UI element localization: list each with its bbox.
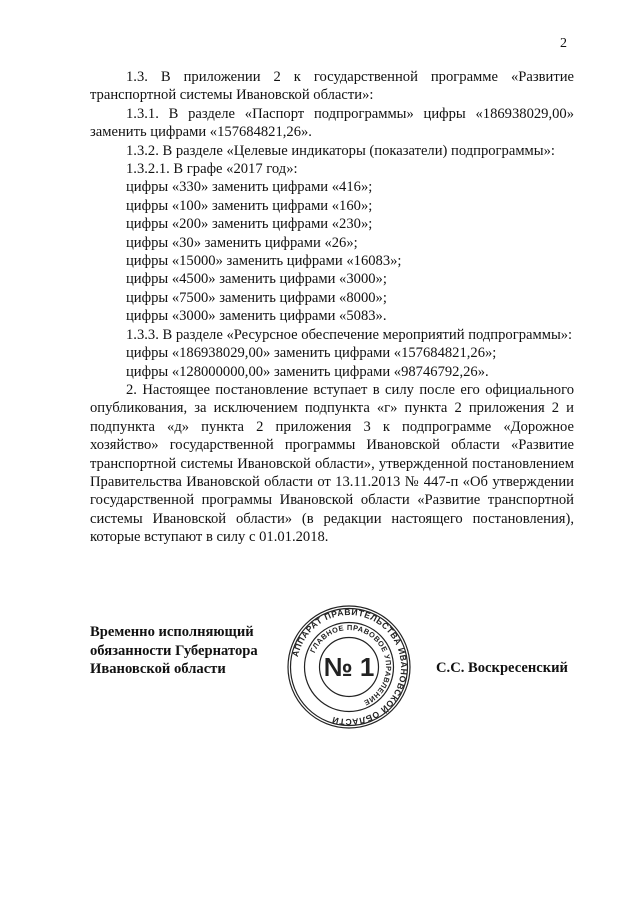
paragraph: цифры «128000000,00» заменить цифрами «98746792,26».	[126, 363, 489, 380]
seal-inner-text: ГЛАВНОЕ ПРАВОВОЕ УПРАВЛЕНИЕ	[308, 622, 394, 708]
signatory-name: С.С. Воскресенский	[436, 660, 568, 676]
official-seal-stamp	[286, 604, 412, 730]
paragraph: цифры «100» заменить цифрами «160»;	[126, 197, 373, 214]
paragraph: цифры «4500» заменить цифрами «3000»;	[126, 271, 387, 288]
seal-center-number: № 1	[323, 652, 375, 682]
paragraph: 1.3.1. В разделе «Паспорт подпрограммы» цифры «186938029,00» заменить цифрами «157684821,26».	[90, 105, 574, 141]
paragraph: цифры «30» заменить цифрами «26»;	[126, 234, 358, 251]
seal-outer-text: АППАРАТ ПРАВИТЕЛЬСТВА ИВАНОВСКОЙ ОБЛАСТИ	[290, 606, 410, 728]
signatory-line: Временно исполняющий	[90, 624, 254, 640]
page-number: 2	[560, 36, 567, 51]
paragraph: цифры «186938029,00» заменить цифрами «157684821,26»;	[126, 345, 497, 362]
document-body	[90, 68, 574, 547]
signatory-line: Ивановской области	[90, 661, 226, 677]
paragraph: цифры «200» заменить цифрами «230»;	[126, 216, 373, 233]
paragraph: 1.3. В приложении 2 к государственной программе «Развитие транспортной системы Ивановской области»:	[90, 69, 574, 104]
seal-icon	[286, 604, 412, 730]
paragraph: 1.3.3. В разделе «Ресурсное обеспечение мероприятий подпрограммы»:	[126, 326, 573, 343]
paragraph: цифры «330» заменить цифрами «416»;	[126, 179, 373, 196]
signatory-title	[90, 623, 258, 679]
paragraph: цифры «15000» заменить цифрами «16083»;	[126, 253, 402, 270]
paragraph: 2. Настоящее постановление вступает в силу после его официального опубликования, за исключением подпункта «г» пункта 2 приложения 2 и подпункта «д» пункта 2 приложения 3 к подпрограмме «Дорожное хозяйство» государственной программы Ивановской области «Развитие транспортной системы Ивановской области», утвержденной постановлением Правительства Ивановской области от 13.11.2013 № 447-п «Об утверждении государственной программы Ивановской области «Развитие транспортной системы Ивановской области» (в редакции настоящего постановления), которые вступают в силу с 01.01.2018.	[90, 381, 574, 546]
paragraph: цифры «3000» заменить цифрами «5083».	[126, 308, 387, 325]
paragraph: 1.3.2.1. В графе «2017 год»:	[126, 161, 298, 178]
paragraph: 1.3.2. В разделе «Целевые индикаторы (показатели) подпрограммы»:	[126, 142, 555, 159]
paragraph: цифры «7500» заменить цифрами «8000»;	[126, 289, 387, 306]
signatory-line: обязанности Губернатора	[90, 642, 258, 659]
